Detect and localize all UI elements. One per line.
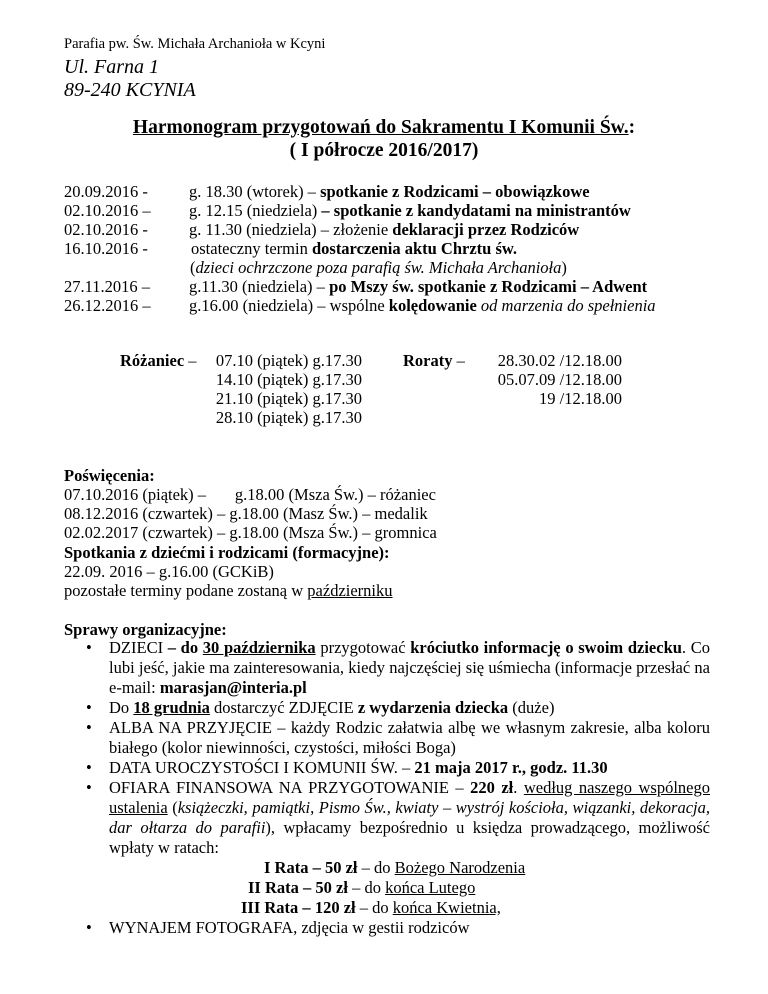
rata-row: I Rata – 50 zł – do Bożego Narodzenia [264, 858, 526, 877]
list-item: • WYNAJEM FOTOGRAFA, zdjęcia w gestii rodziców [109, 918, 710, 938]
schedule-date: 02.10.2016 – [64, 201, 151, 220]
spotkania-section [64, 543, 393, 600]
roraty-items [470, 351, 622, 408]
list-item: • DZIECI – do 30 października przygotować króciutko informację o swoim dziecku. Co lubi jeść, jakie ma zainteresowania, kiedy najczęściej się uśmiecha (informacje przesłać na e-mail: marasjan@interia.pl [109, 638, 710, 698]
sprawy-heading: Sprawy organizacyjne: [64, 620, 227, 639]
list-item: • DATA UROCZYSTOŚCI I KOMUNII ŚW. – 21 maja 2017 r., godz. 11.30 [109, 758, 710, 778]
schedule-entry: g. 18.30 (wtorek) – spotkanie z Rodzicami – obowiązkowe [189, 182, 590, 201]
roraty-block: Roraty – [403, 351, 465, 370]
spotkania-line: 22.09. 2016 – g.16.00 (GCKiB) [64, 562, 274, 581]
schedule-date: 02.10.2016 - [64, 220, 148, 239]
list-item: • ALBA NA PRZYJĘCIE – każdy Rodzic załatwia albę we własnym zakresie, alba koloru białego (kolor niewinności, czystości, miłości Boga) [109, 718, 710, 758]
rozaniec-item: 21.10 (piątek) g.17.30 [215, 389, 362, 408]
document-subtitle: ( I półrocze 2016/2017) [289, 140, 479, 161]
parish-name: Parafia pw. Św. Michała Archanioła w Kcyni [64, 36, 326, 52]
poswiecenie-item: 07.10.2016 (piątek) – g.18.00 (Msza Św.) – różaniec [64, 485, 436, 504]
street-address: Ul. Farna 1 [64, 56, 159, 78]
rozaniec-items [190, 351, 362, 427]
roraty-item: 05.07.09 /12.18.00 [497, 370, 622, 389]
rozaniec-label: Różaniec [120, 351, 185, 370]
schedule-date: 26.12.2016 – [64, 296, 151, 315]
spotkania-line: pozostałe terminy podane zostaną w październiku [64, 581, 393, 600]
list-item: • OFIARA FINANSOWA NA PRZYGOTOWANIE – 220 zł. według naszego wspólnego ustalenia (książeczki, pamiątki, Pismo Św., kwiaty – wystrój kościoła, wiązanki, dekoracja, dar ołtarza do parafii), wpłacamy bezpośrednio u księdza prowadzącego, możliwość wpłaty w ratach: I Rata – 50 zł – do Bożego Narodzenia II Rata – 50 zł – do końca Lutego III Rata – 120 zł – do końca Kwietnia, [109, 778, 710, 918]
rozaniec-item: 07.10 (piątek) g.17.30 [215, 351, 362, 370]
rozaniec-block: Różaniec – [120, 351, 197, 370]
schedule-entry: ostateczny termin dostarczenia aktu Chrztu św. [191, 239, 518, 258]
poswiecenie-item: 08.12.2016 (czwartek) – g.18.00 (Masz Św.) – medalik [64, 504, 428, 523]
schedule-entry: g.11.30 (niedziela) – po Mszy św. spotkanie z Rodzicami – Adwent [189, 277, 648, 296]
rozaniec-item: 14.10 (piątek) g.17.30 [215, 370, 362, 389]
schedule-entry: (dzieci ochrzczone poza parafią św. Michała Archanioła) [190, 258, 567, 277]
schedule-date: 20.09.2016 - [64, 182, 148, 201]
title-line1: Harmonogram przygotowań do Sakramentu I Komunii Św. [132, 117, 629, 138]
poswiecenia-heading: Poświęcenia: [64, 466, 155, 485]
document-title: Harmonogram przygotowań do Sakramentu I Komunii Św.: [132, 117, 636, 138]
poswiecenia-section [64, 466, 437, 542]
list-item: • Do 18 grudnia dostarczyć ZDJĘCIE z wydarzenia dziecka (duże) [109, 698, 710, 718]
roraty-item: 28.30.02 /12.18.00 [497, 351, 622, 370]
schedule-entry: g. 12.15 (niedziela) – spotkanie z kandydatami na ministrantów [189, 201, 631, 220]
rozaniec-item: 28.10 (piątek) g.17.30 [215, 408, 362, 427]
schedule-entry: g.16.00 (niedziela) – wspólne kolędowanie od marzenia do spełnienia [189, 296, 656, 315]
rata-row: III Rata – 120 zł – do końca Kwietnia, [241, 898, 501, 917]
city-address: 89-240 KCYNIA [64, 79, 196, 101]
contact-email: marasjan@interia.pl [159, 678, 307, 697]
roraty-item: 19 /12.18.00 [539, 389, 622, 408]
schedule-entry: g. 11.30 (niedziela) – złożenie deklaracji przez Rodziców [189, 220, 580, 239]
rata-row: II Rata – 50 zł – do końca Lutego [248, 878, 476, 897]
schedule-date: 27.11.2016 – [64, 277, 151, 296]
roraty-label: Roraty [403, 351, 453, 370]
schedule-date: 16.10.2016 - [64, 239, 148, 258]
spotkania-heading: Spotkania z dziećmi i rodzicami (formacyjne): [64, 543, 390, 562]
spotkania-month: październiku [307, 581, 393, 600]
sprawy-list [64, 638, 710, 938]
poswiecenie-item: 02.02.2017 (czwartek) – g.18.00 (Msza Św.) – gromnica [64, 523, 437, 542]
